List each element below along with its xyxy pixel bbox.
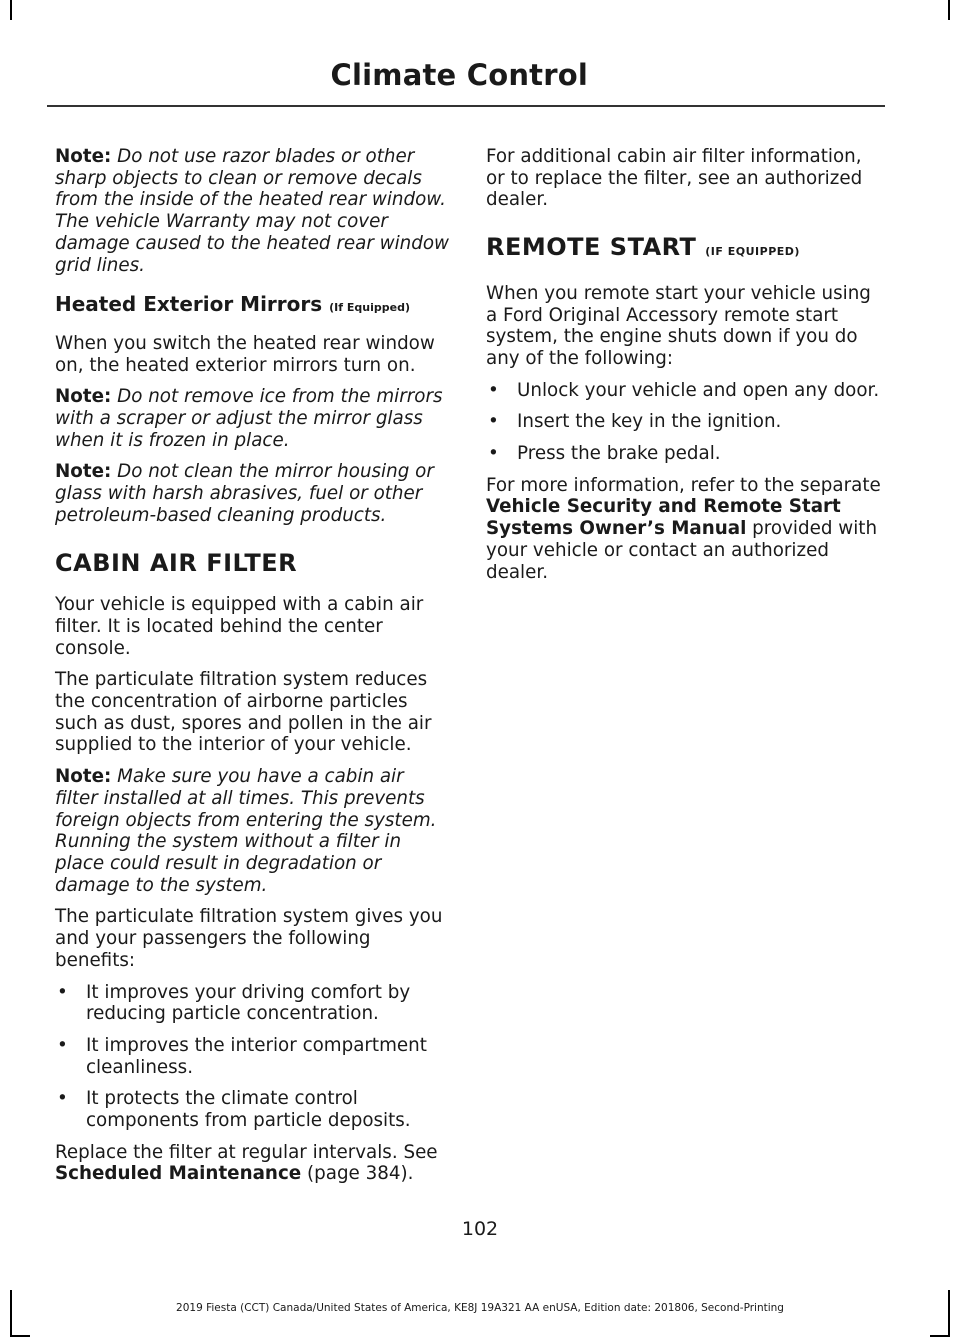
- scheduled-maintenance-link[interactable]: Scheduled Maintenance: [55, 1163, 302, 1185]
- list-item-text: It improves the interior compartment cleanliness.: [86, 1034, 427, 1078]
- cabin-para-2: The particulate filtration system reduces the concentration of airborne particles such as dust, spores and pollen in the air supplied to the interior of your vehicle.: [55, 669, 432, 756]
- more-info-text-end: provided with your vehicle or contact an authorized dealer.: [486, 518, 878, 583]
- remote-start-heading: [486, 233, 881, 263]
- note-label: Note:: [55, 461, 112, 483]
- more-info-paragraph: [486, 475, 881, 584]
- list-item-text: Insert the key in the ignition.: [517, 411, 782, 433]
- list-item-text: It improves your driving comfort by reducing particle concentration.: [86, 981, 411, 1025]
- page-number: 102: [461, 1218, 499, 1240]
- filter-info-paragraph: For additional cabin air filter information, or to replace the filter, see an authorized dealer.: [486, 146, 863, 211]
- heading-suffix: (IF EQUIPPED): [705, 245, 800, 259]
- note-filter-installed: [55, 766, 450, 896]
- bullet: •: [488, 379, 499, 401]
- replace-text: Replace the filter at regular intervals. See: [55, 1141, 438, 1163]
- heated-mirrors-heading: [55, 294, 450, 319]
- title-divider: [47, 105, 885, 107]
- heading-suffix: (If Equipped): [329, 301, 410, 315]
- benefits-list: [55, 982, 450, 1132]
- list-item: [486, 380, 881, 402]
- note-text: Do not clean the mirror housing or glass with harsh abrasives, fuel or other petroleum-based cleaning products.: [55, 461, 434, 526]
- note-label: Note:: [55, 386, 112, 408]
- heading-main: REMOTE START: [486, 233, 697, 262]
- remote-start-paragraph: When you remote start your vehicle using a Ford Original Accessory remote start system, the engine shuts down if you do any of the following:: [486, 282, 871, 369]
- note-label: Note:: [55, 766, 112, 788]
- note-text: Do not remove ice from the mirrors with a scraper or adjust the mirror glass when it is frozen in place.: [55, 386, 443, 451]
- owners-manual-reference: Vehicle Security and Remote Start Systems Owner’s Manual: [486, 496, 841, 540]
- crop-mark-top-left-v: [10, 0, 12, 20]
- list-item: [486, 443, 881, 465]
- page-reference: (page 384).: [301, 1163, 414, 1185]
- bullet: •: [57, 1034, 68, 1056]
- list-item-text: It protects the climate control components from particle deposits.: [86, 1088, 411, 1132]
- page-title: Climate Control: [330, 58, 588, 92]
- bullet: •: [488, 411, 499, 433]
- replace-filter-paragraph: [55, 1142, 450, 1185]
- more-info-text: For more information, refer to the separate: [486, 474, 881, 496]
- cabin-air-filter-heading: CABIN AIR FILTER: [55, 548, 298, 577]
- cabin-para-1: Your vehicle is equipped with a cabin air filter. It is located behind the center console.: [55, 594, 424, 659]
- list-item: [55, 1035, 450, 1078]
- heated-mirrors-paragraph: When you switch the heated rear window on, the heated exterior mirrors turn on.: [55, 332, 435, 376]
- right-column: [486, 146, 881, 593]
- left-column: [55, 146, 450, 1195]
- note-text: Make sure you have a cabin air filter installed at all times. This prevents foreign objects from entering the system. Running the system without a filter in place could result in degradation or damage to the system.: [55, 766, 437, 896]
- list-item-text: Unlock your vehicle and open any door.: [517, 379, 880, 401]
- remote-start-list: [486, 380, 881, 465]
- list-item-text: Press the brake pedal.: [517, 443, 721, 465]
- note-ice: [55, 386, 450, 451]
- heading-main: Heated Exterior Mirrors: [55, 292, 323, 317]
- crop-mark-top-right-v: [948, 0, 950, 20]
- note-label: Note:: [55, 146, 112, 167]
- list-item: [486, 411, 881, 433]
- benefits-paragraph: The particulate filtration system gives you and your passengers the following benefits:: [55, 906, 443, 971]
- bullet: •: [57, 981, 68, 1003]
- note-abrasives: [55, 461, 450, 526]
- list-item: [55, 982, 450, 1025]
- footer-edition-info: 2019 Fiesta (CCT) Canada/United States of America, KE8J 19A321 AA enUSA, Edition date: 201806, Second-Printing: [176, 1302, 784, 1314]
- note-razor-blades: [55, 146, 450, 276]
- list-item: [55, 1088, 450, 1131]
- bullet: •: [57, 1088, 68, 1110]
- bullet: •: [488, 443, 499, 465]
- note-text: Do not use razor blades or other sharp objects to clean or remove decals from the inside of the heated rear window. The vehicle Warranty may not cover damage caused to the heated rear window grid lines.: [55, 146, 450, 276]
